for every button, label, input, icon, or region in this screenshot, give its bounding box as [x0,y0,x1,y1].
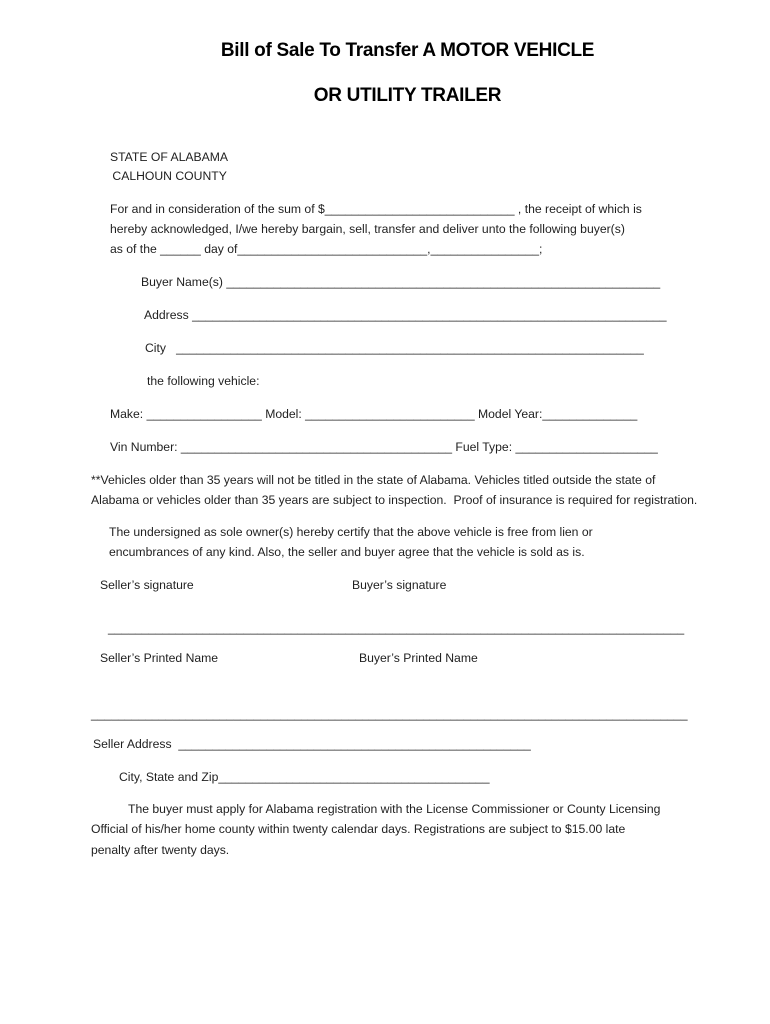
vin-fuel-fields: Vin Number: ________________________________________ Fuel Type: _____________________ [110,440,658,454]
notice-line-1: **Vehicles older than 35 years will not be titled in the state of Alabama. Vehicles titled outside the state of [91,473,656,487]
signature-line: _____________________________________________________________________________________ [108,621,685,635]
address-field: Address ______________________________________________________________________ [144,308,667,322]
footer-line-2: Official of his/her home county within twenty calendar days. Registrations are subject to $15.00 late [91,822,626,836]
seller-signature-label: Seller’s signature [100,578,194,592]
seller-printed-name-label: Seller’s Printed Name [100,651,219,665]
printed-name-line: ________________________________________________________________________________________ [91,707,688,721]
consideration-line-2: hereby acknowledged, I/we hereby bargain, sell, transfer and deliver unto the following buyer(s) [110,222,625,236]
buyer-signature-label: Buyer’s signature [352,578,447,592]
certify-line-2: encumbrances of any kind. Also, the seller and buyer agree that the vehicle is sold as is. [109,545,585,559]
title-line-1: Bill of Sale To Transfer A MOTOR VEHICLE [220,40,595,61]
buyer-printed-name-label: Buyer’s Printed Name [359,651,478,665]
city-state-zip-field: City, State and Zip________________________________________ [119,770,490,784]
footer-line-3: penalty after twenty days. [91,843,230,857]
make-model-year-fields: Make: _________________ Model: _________________________ Model Year:______________ [110,407,638,421]
city-field: City _____________________________________________________________________ [145,341,644,355]
consideration-line-1: For and in consideration of the sum of $____________________________ , the receipt of which is [110,202,642,216]
state-label: STATE OF ALABAMA [110,150,229,164]
notice-line-2: Alabama or vehicles older than 35 years are subject to inspection. Proof of insurance is required for registration. [91,493,698,507]
county-label: CALHOUN COUNTY [109,169,227,183]
seller-address-field: Seller Address ____________________________________________________ [93,737,531,751]
certify-line-1: The undersigned as sole owner(s) hereby certify that the above vehicle is free from lien or [109,525,593,539]
consideration-line-3: as of the ______ day of____________________________,________________; [110,242,543,256]
buyer-name-field: Buyer Name(s) ________________________________________________________________ [141,275,661,289]
title-line-2: OR UTILITY TRAILER [313,85,502,106]
following-vehicle-label: the following vehicle: [147,374,260,388]
footer-line-1: The buyer must apply for Alabama registration with the License Commissioner or County Licensing [128,802,661,816]
